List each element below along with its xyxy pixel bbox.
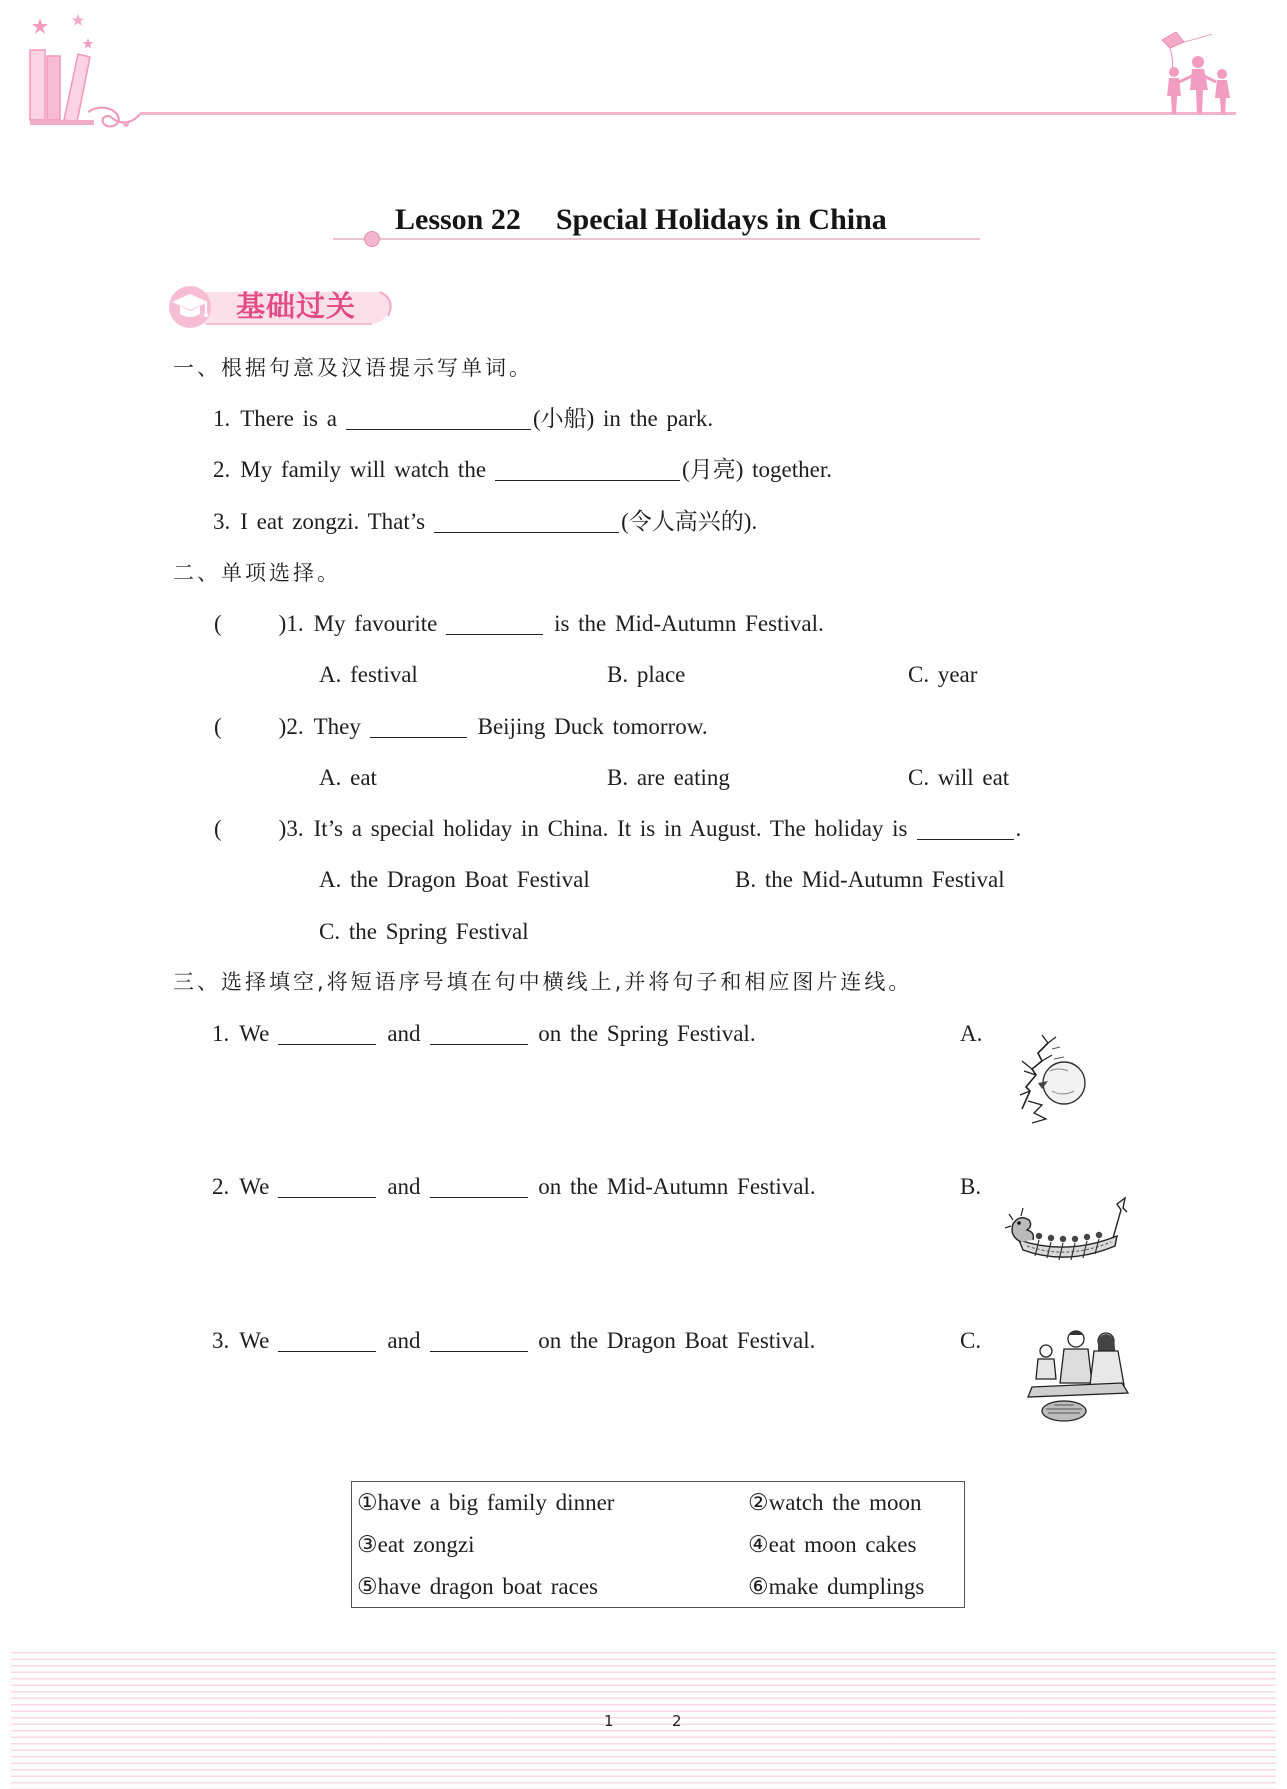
item-text-before: There is a [240, 406, 337, 431]
question-text-before: It’s a special holiday in China. It is in August. The holiday is [313, 816, 908, 841]
picture-label-c: C. [960, 1328, 982, 1353]
fill-in-item [213, 455, 832, 485]
options-row [0, 865, 1287, 895]
sentence-number: 1. [212, 1021, 230, 1046]
answer-blank [370, 719, 467, 738]
close-paren: ) [278, 611, 287, 636]
sentence-number: 3. [212, 1328, 230, 1353]
question-number: 1. [286, 611, 304, 636]
question-number: 3. [286, 816, 304, 841]
fill-in-item [213, 507, 757, 537]
choice-question [214, 814, 1021, 844]
option-a: A. eat [319, 765, 377, 790]
option-a: A. the Dragon Boat Festival [319, 867, 590, 892]
picture-a-moon-sketch [1012, 1031, 1096, 1129]
sentence-rest: on the Spring Festival. [529, 1021, 756, 1046]
title-underline [333, 238, 980, 240]
sentence-conjunction: and [387, 1328, 421, 1353]
part3-heading: 三、选择填空,将短语序号填在句中横线上,并将句子和相应图片连线。 [173, 970, 913, 994]
answer-blank [434, 514, 619, 533]
footer-stripes [11, 1652, 1276, 1789]
answer-blank [446, 616, 543, 635]
phrase-6: ⑥make dumplings [748, 1574, 925, 1599]
choice-question [214, 609, 824, 639]
item-number: 1. [213, 406, 231, 431]
item-number: 2. [213, 457, 231, 482]
item-text-after: . [751, 509, 758, 534]
header-rule [140, 112, 1236, 115]
question-text-after: . [1015, 816, 1022, 841]
close-paren: ) [278, 714, 287, 739]
answer-blank [278, 1333, 376, 1352]
chinese-hint: (小船) [532, 406, 595, 431]
sentence-conjunction: and [387, 1174, 421, 1199]
phrase-1: ①have a big family dinner [357, 1490, 615, 1515]
item-text-before: I eat zongzi. That’s [240, 509, 426, 534]
answer-slot [222, 613, 279, 631]
option-c: C. year [908, 662, 978, 687]
answer-slot [222, 716, 279, 734]
answer-blank [430, 1026, 528, 1045]
sentence-rest: on the Dragon Boat Festival. [529, 1328, 816, 1353]
option-b: B. the Mid-Autumn Festival [735, 867, 1005, 892]
question-text-after: is the Mid-Autumn Festival. [545, 611, 824, 636]
lesson-name: Special Holidays in China [555, 203, 887, 236]
fill-in-item [213, 404, 713, 434]
option-a: A. festival [319, 662, 418, 687]
sentence-number: 2. [212, 1174, 230, 1199]
item-number: 3. [213, 509, 231, 534]
sentence-rest: on the Mid-Autumn Festival. [529, 1174, 816, 1199]
options-row [0, 763, 1287, 793]
sentence-subject: We [239, 1328, 270, 1353]
answer-blank [430, 1333, 528, 1352]
open-paren: ( [214, 816, 222, 841]
answer-blank [346, 411, 531, 430]
question-number: 2. [286, 714, 304, 739]
phrase-2: ②watch the moon [748, 1490, 922, 1515]
books-stars-decoration [22, 12, 152, 134]
matching-sentence [212, 1172, 816, 1202]
part1-heading: 一、根据句意及汉语提示写单词。 [173, 356, 533, 380]
choice-question [214, 712, 708, 742]
lesson-title [395, 202, 887, 238]
phrase-box [351, 1481, 965, 1608]
option-b: B. place [607, 662, 686, 687]
question-text-before: My favourite [313, 611, 438, 636]
picture-c-family-dinner-sketch [1024, 1327, 1130, 1425]
answer-blank [917, 821, 1014, 840]
lesson-number: Lesson 22 [395, 203, 521, 236]
question-text-after: Beijing Duck tomorrow. [468, 714, 708, 739]
option-c: C. the Spring Festival [319, 919, 529, 944]
page-number-digit: 2 [672, 1712, 682, 1730]
options-row [0, 660, 1287, 690]
sentence-subject: We [239, 1174, 270, 1199]
sentence-conjunction: and [387, 1021, 421, 1046]
answer-blank [430, 1179, 528, 1198]
picture-b-dragon-boat-sketch [1005, 1190, 1129, 1272]
answer-blank [495, 462, 680, 481]
answer-slot [222, 818, 279, 836]
chinese-hint: (月亮) [682, 457, 744, 482]
part2-heading: 二、单项选择。 [173, 561, 341, 585]
answer-blank [278, 1026, 376, 1045]
matching-sentence [212, 1019, 756, 1049]
picture-label-b: B. [960, 1174, 982, 1199]
page-number-digit: 1 [604, 1712, 614, 1730]
title-dot [364, 231, 380, 247]
picture-label-a: A. [960, 1021, 983, 1046]
kite-children-decoration [1150, 30, 1242, 116]
open-paren: ( [214, 611, 222, 636]
sentence-subject: We [239, 1021, 270, 1046]
option-c: C. will eat [908, 765, 1010, 790]
matching-sentence [212, 1326, 815, 1356]
section-badge-label: 基础过关 [236, 289, 357, 323]
option-b: B. are eating [607, 765, 730, 790]
close-paren: ) [278, 816, 287, 841]
chinese-hint: (令人高兴的) [621, 509, 752, 534]
answer-blank [278, 1179, 376, 1198]
item-text-after: together. [743, 457, 832, 482]
item-text-before: My family will watch the [240, 457, 487, 482]
item-text-after: in the park. [594, 406, 714, 431]
phrase-5: ⑤have dragon boat races [357, 1574, 598, 1599]
phrase-4: ④eat moon cakes [748, 1532, 917, 1557]
question-text-before: They [313, 714, 361, 739]
phrase-3: ③eat zongzi [357, 1532, 475, 1557]
open-paren: ( [214, 714, 222, 739]
